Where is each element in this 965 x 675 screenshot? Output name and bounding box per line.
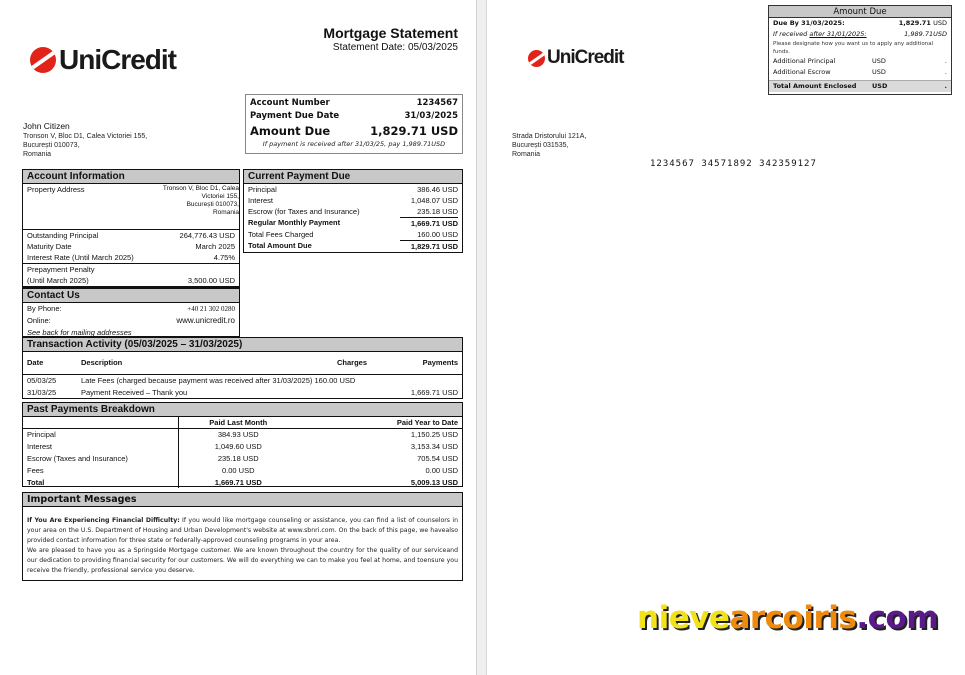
phone-label: By Phone: — [27, 304, 62, 313]
column-header: Payments — [422, 358, 458, 368]
payment-row — [244, 206, 462, 217]
paid-ytd: 1,150.25 USD — [410, 430, 458, 439]
txn-date: 31/03/25 — [27, 387, 57, 397]
payment-label: Total Amount Due — [248, 241, 312, 250]
customer-address — [23, 121, 147, 159]
info-label: Interest Rate (Until March 2025) — [27, 253, 134, 262]
additional-label: Additional Escrow — [773, 68, 831, 76]
row-label: Fees — [23, 465, 178, 477]
paid-last-month: 1,669.71 USD — [214, 478, 262, 487]
messages-body — [23, 507, 462, 576]
message-paragraph: We are pleased to have you as a Springside Mortgage customer. We are known throughout the country for the quality of our serviceand our dedication to providing financial security for our customers. We will do everything we can to make you feel at home, and toensure you receive the friendly, professional service you deserve. — [27, 547, 458, 574]
account-number: 1234567 — [416, 98, 458, 108]
mailing-address — [512, 132, 586, 159]
late-payment-note: If payment is received after 31/03/25, pay 1,989.71USD — [262, 140, 446, 148]
paid-ytd: 5,009.13 USD — [410, 478, 458, 487]
info-row — [23, 241, 239, 252]
info-value: March 2025 — [195, 242, 235, 251]
info-label: Outstanding Principal — [27, 231, 99, 240]
paid-last-month: 0.00 USD — [221, 466, 255, 475]
current-payment-section — [243, 169, 463, 253]
info-label: Maturity Date — [27, 242, 72, 251]
section-title: Important Messages — [23, 493, 462, 507]
late-amount-row — [769, 29, 951, 40]
address-line: Strada Dristorului 121A, — [512, 133, 587, 140]
column-header: Paid Last Month — [178, 417, 298, 429]
row-label: Total — [23, 477, 178, 488]
watermark-text: nieve — [637, 600, 730, 636]
additional-principal-field[interactable]: . — [944, 57, 947, 65]
statement-date: Statement Date: 05/03/2025 — [332, 42, 458, 53]
txn-description: Late Fees (charged because payment was received after 31/03/2025) 160.00 USD — [77, 374, 382, 387]
amount-due: 1,829.71 USD — [370, 124, 458, 138]
additional-row — [769, 67, 951, 78]
statement-page-remittance — [487, 0, 965, 675]
section-title: Past Payments Breakdown — [23, 403, 462, 417]
online-label: Online: — [27, 316, 51, 325]
payment-value: 1,669.71 USD — [400, 217, 458, 229]
table-row — [23, 374, 462, 387]
watermark-text: .com — [856, 600, 939, 636]
additional-label: Additional Principal — [773, 57, 836, 65]
statement-page-front — [0, 0, 476, 675]
due-by-label: Due By 31/03/2025: — [773, 19, 845, 27]
section-title: Current Payment Due — [244, 170, 462, 184]
address-line: Victoriei 155, — [201, 193, 239, 200]
message-lead: If You Are Experiencing Financial Difficulty: — [27, 517, 180, 524]
paid-last-month: 235.18 USD — [217, 454, 259, 463]
property-address-label: Property Address — [27, 185, 85, 194]
address-line: București 010073, — [186, 201, 239, 208]
contact-us-section — [22, 287, 240, 337]
column-header — [23, 417, 178, 429]
table-row — [23, 453, 462, 465]
section-title: Amount Due — [769, 6, 951, 18]
table-row — [23, 387, 462, 399]
table-row — [23, 465, 462, 477]
address-line: Romania — [512, 151, 541, 158]
additional-row — [769, 56, 951, 67]
address-line: Tronson V, Bloc D1, Calea Victoriei 155, — [23, 133, 148, 140]
prepayment-penalty-row — [23, 275, 239, 286]
additional-escrow-field[interactable]: . — [944, 68, 947, 76]
address-line: București 010073, — [23, 142, 80, 149]
info-value: 264,776.43 USD — [179, 231, 235, 240]
payment-row — [244, 229, 462, 240]
txn-date: 05/03/25 — [23, 374, 77, 387]
total-label: Total Amount Enclosed — [773, 82, 857, 90]
column-header: Description — [81, 358, 123, 368]
late-amount: 1,989.71USD — [904, 30, 947, 38]
transaction-table — [23, 352, 462, 399]
remittance-coupon — [768, 5, 952, 95]
due-by-amount: 1,829.71 — [898, 19, 931, 27]
website-link[interactable]: www.unicredit.ro — [176, 316, 235, 325]
property-address — [139, 185, 239, 229]
paid-ytd: 705.54 USD — [417, 454, 458, 463]
ocr-scanline: 1234567 34571892 342359127 — [650, 159, 817, 169]
amount-due-label: Amount Due — [250, 124, 331, 138]
paid-ytd: 0.00 USD — [425, 466, 458, 475]
customer-name: John Citizen — [23, 121, 70, 131]
brand-name: UniCredit — [547, 47, 624, 68]
total-enclosed-row — [769, 80, 951, 92]
payment-value: 386.46 USD — [417, 185, 458, 194]
unicredit-logo-icon — [528, 50, 545, 67]
late-label: If received — [773, 30, 810, 38]
mailing-note: See back for mailing addresses — [27, 328, 132, 337]
prepayment-penalty-row — [23, 264, 239, 275]
table-row — [23, 441, 462, 453]
txn-charges: 160.00 USD — [314, 375, 356, 385]
past-payments-section — [22, 402, 463, 487]
account-summary-box — [245, 94, 463, 154]
due-by-row — [769, 18, 951, 29]
paid-ytd: 3,153.34 USD — [410, 442, 458, 451]
total-enclosed-field[interactable]: . — [944, 82, 947, 90]
unicredit-logo-icon — [30, 47, 56, 73]
row-label: Interest — [23, 441, 178, 453]
currency: USD — [872, 68, 886, 76]
payment-value: 1,829.71 USD — [400, 240, 458, 252]
currency: USD — [933, 19, 947, 27]
info-value: 3,500.00 USD — [187, 276, 235, 285]
watermark-text: arcoiris — [729, 600, 857, 636]
info-value: 4.75% — [213, 253, 235, 262]
row-label: Escrow (Taxes and Insurance) — [23, 453, 178, 465]
section-title: Contact Us — [23, 289, 239, 303]
paid-last-month: 384.93 USD — [217, 430, 259, 439]
info-label: (Until March 2025) — [27, 276, 89, 285]
due-date-label: Payment Due Date — [250, 111, 340, 121]
payment-row — [244, 195, 462, 206]
txn-description: Payment Received – Thank you — [81, 387, 188, 397]
info-row — [23, 252, 239, 263]
late-date: after 31/01/2025: — [809, 30, 867, 38]
payment-label: Interest — [248, 196, 274, 205]
important-messages-section — [22, 492, 463, 581]
payment-label: Regular Monthly Payment — [248, 218, 341, 227]
brand-name: UniCredit — [59, 44, 176, 75]
paid-last-month: 1,049.60 USD — [214, 442, 262, 451]
info-row — [23, 230, 239, 241]
phone-number[interactable]: +40 21 302 0280 — [187, 305, 235, 313]
address-line: Tronson V, Bloc D1, Calea — [162, 185, 239, 192]
payment-label: Escrow (for Taxes and Insurance) — [248, 207, 360, 216]
address-line: București 031535, — [512, 142, 569, 149]
column-header: Date — [27, 358, 44, 368]
currency: USD — [872, 57, 886, 65]
section-title: Account Information — [23, 170, 239, 184]
unicredit-logo — [30, 44, 176, 76]
due-date: 31/03/2025 — [404, 111, 458, 121]
page-title: Mortgage Statement — [323, 25, 458, 41]
designation-note: Please designate how you want us to apply any additional funds. — [773, 41, 934, 55]
payment-label: Principal — [248, 185, 277, 194]
payment-row-total — [244, 240, 462, 252]
payment-value: 235.18 USD — [417, 207, 458, 216]
watermark-logo — [637, 600, 938, 636]
column-header: Charges — [336, 358, 367, 368]
payment-row — [244, 184, 462, 195]
message-paragraph: If you would like mortgage counseling or assistance, you can find a list of counselors in your area on the U.S. Department of Housing and Urban Development's website at www.sbnri.com. On the back of this page, we havealso provided contact information for three state or federally-approved counseling programs in your area. — [27, 517, 459, 544]
txn-payments: 1,669.71 USD — [410, 387, 458, 397]
info-label: Prepayment Penalty — [27, 265, 95, 274]
section-title: Transaction Activity (05/03/2025 – 31/03/2025) — [23, 338, 462, 352]
currency: USD — [872, 82, 888, 90]
account-information-section — [22, 169, 240, 287]
payment-label: Total Fees Charged — [248, 230, 314, 239]
table-row — [23, 429, 462, 442]
row-label: Principal — [23, 429, 178, 442]
past-payments-table — [23, 417, 462, 488]
payment-value: 160.00 USD — [417, 230, 458, 239]
transaction-activity-section — [22, 337, 463, 399]
payment-value: 1,048.07 USD — [410, 196, 458, 205]
txn-payments — [382, 374, 462, 387]
txn-charges — [322, 387, 382, 399]
page-divider — [476, 0, 487, 675]
column-header: Paid Year to Date — [298, 417, 462, 429]
address-line: Romania — [23, 151, 52, 158]
address-line: Romania — [212, 209, 239, 216]
payment-row-subtotal — [244, 217, 462, 229]
table-row-total — [23, 477, 462, 488]
account-number-label: Account Number — [250, 98, 330, 108]
unicredit-logo — [528, 47, 624, 69]
